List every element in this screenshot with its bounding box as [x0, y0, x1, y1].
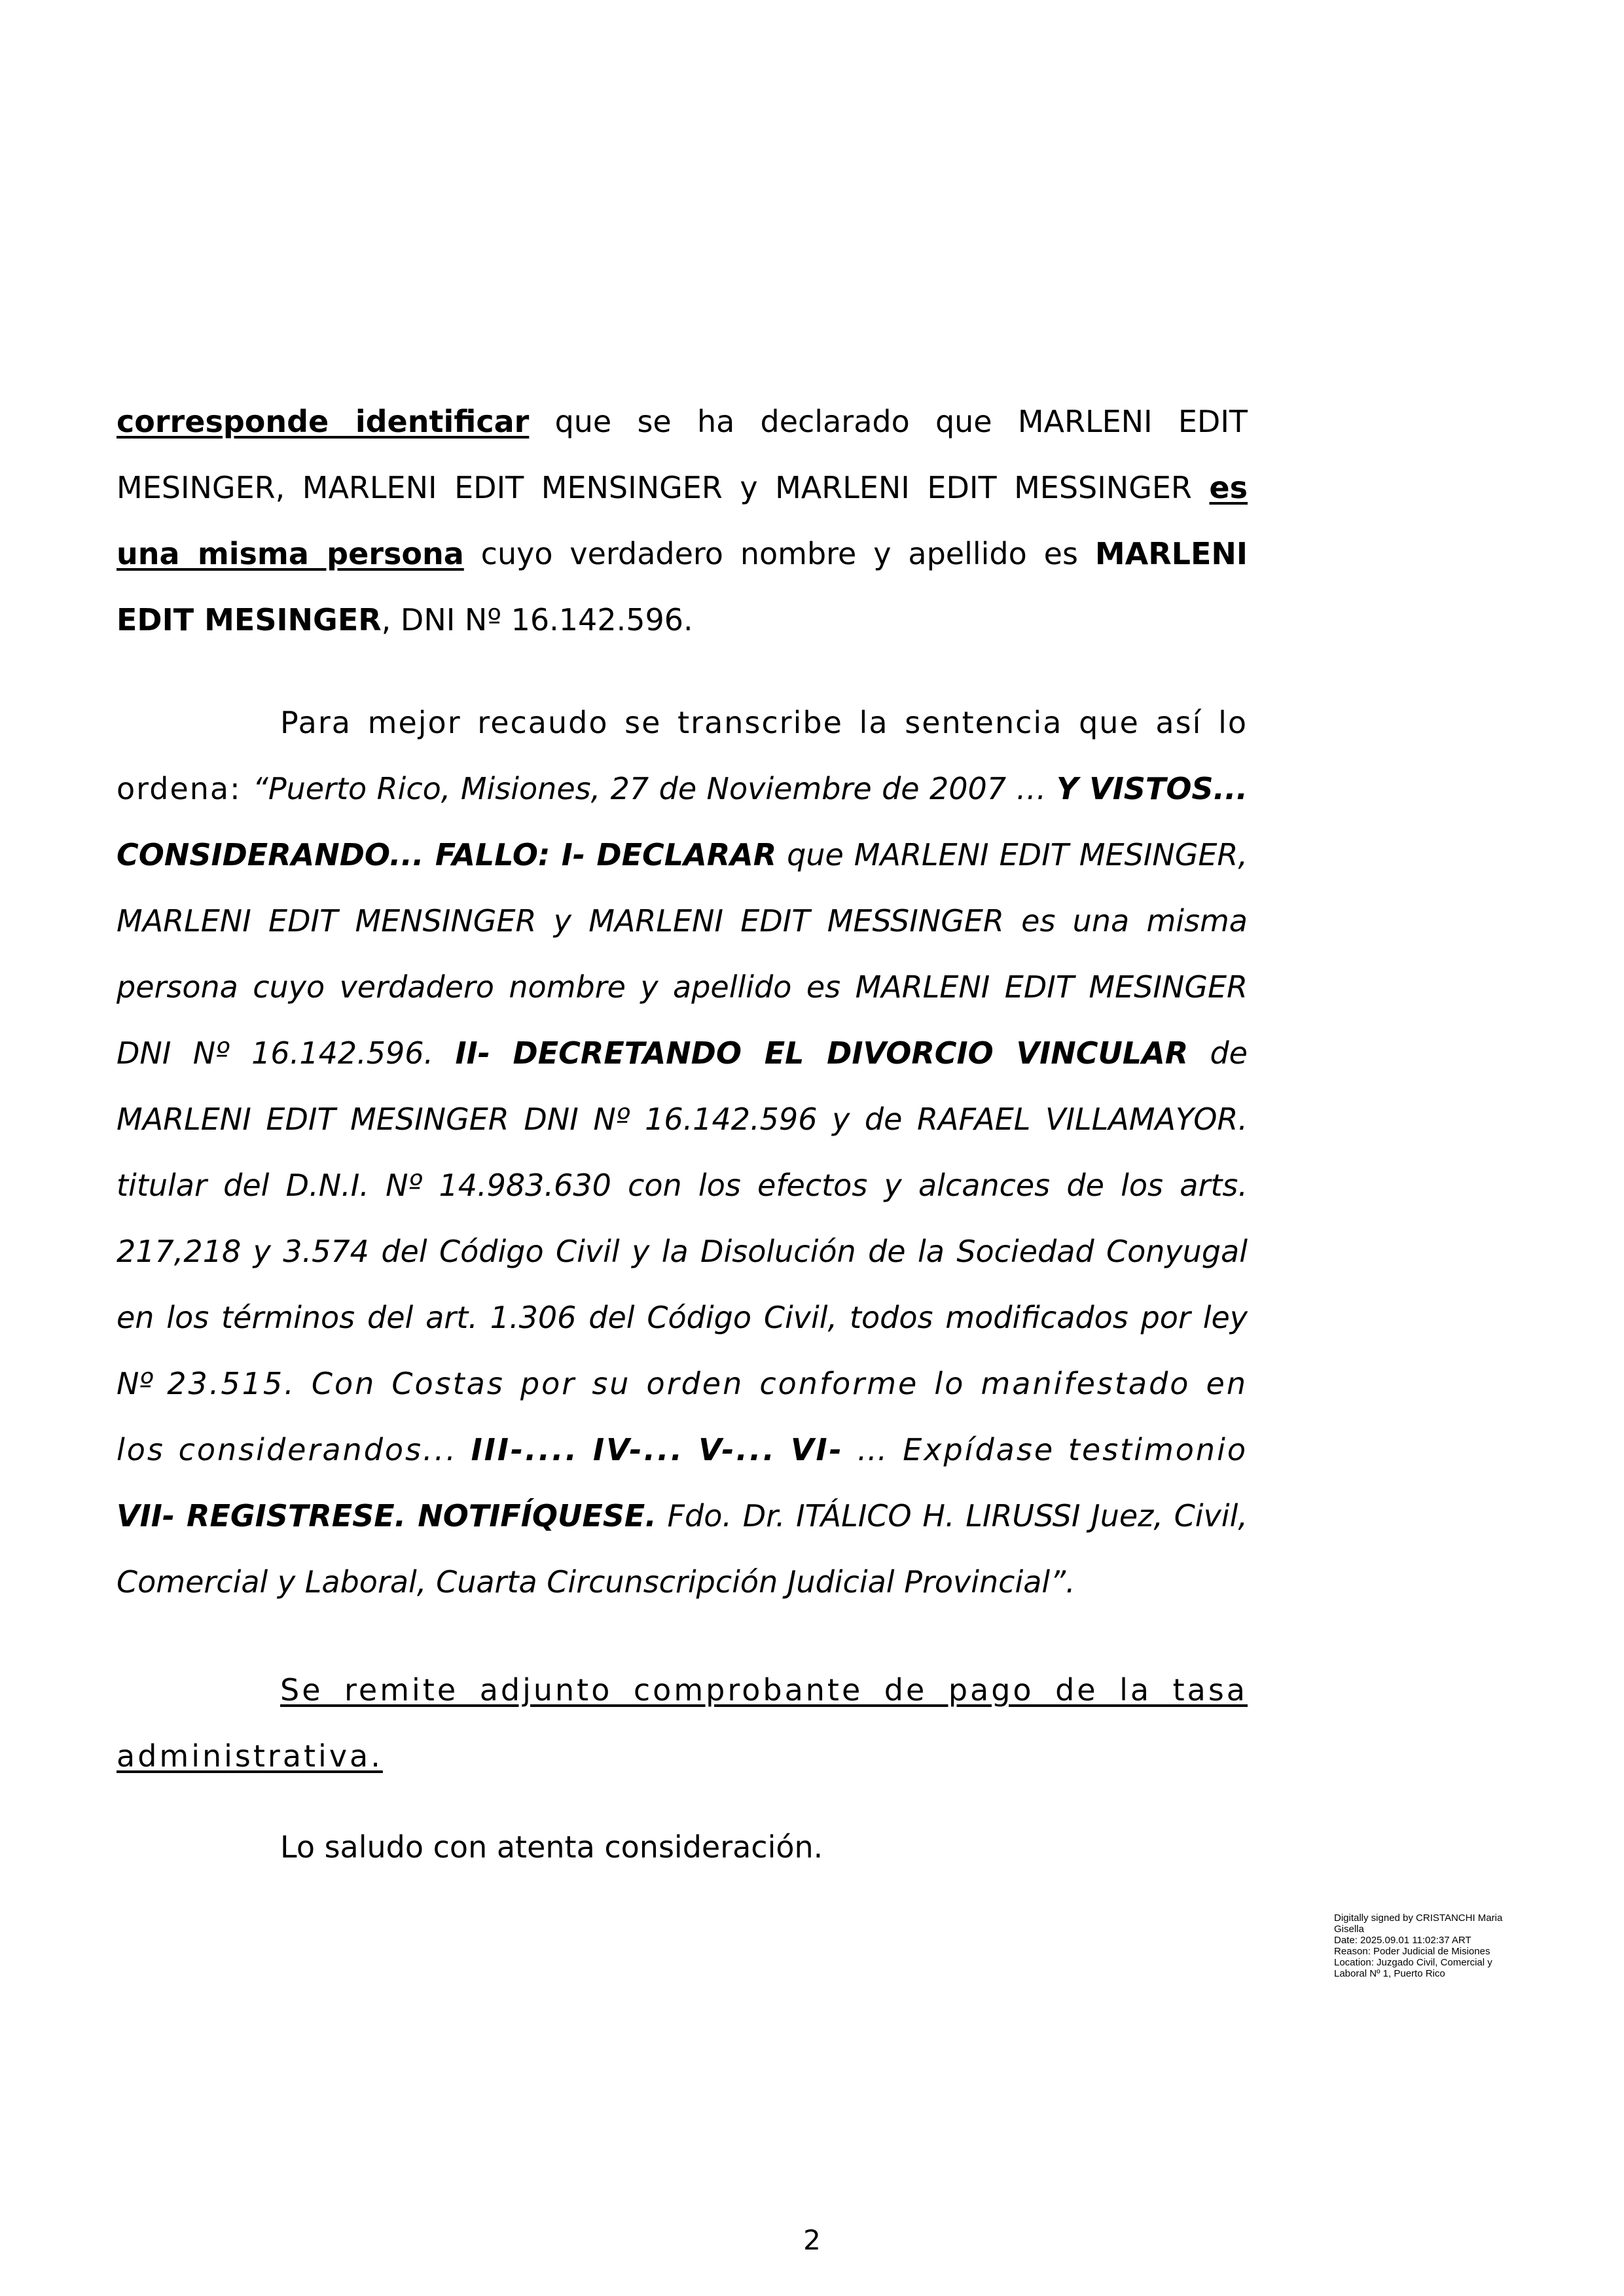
signature-line: Gisella: [1334, 1924, 1364, 1935]
italic-run: que MARLENI EDIT MESINGER, MARLENI EDIT MENSINGER y MARLENI EDIT MESSINGER es una misma persona cuyo verdadero nombre y apellido es MARLENI EDIT MESINGER DNI Nº 16.142.596.: [117, 837, 1248, 1071]
underlined-text: Se remite adjunto comprobante de pago de la tasa administrativa.: [117, 1672, 1248, 1774]
signature-line: Location: Juzgado Civil, Comercial y: [1334, 1957, 1492, 1968]
paragraph-identification: [117, 389, 1248, 653]
bold-italic-run: VII- REGISTRESE. NOTIFÍQUESE.: [117, 1498, 657, 1534]
text-run: Para mejor recaudo se transcribe la sentencia que así lo ordena:: [117, 705, 1248, 806]
text-run: que se ha declarado que MARLENI EDIT MESINGER, MARLENI EDIT MENSINGER y MARLENI EDIT MESSINGER: [117, 404, 1248, 505]
signature-line: Reason: Poder Judicial de Misiones: [1334, 1946, 1490, 1957]
italic-run: 23.515. Con Costas por su orden conforme lo manifestado en los considerandos...: [117, 1366, 1248, 1467]
page-number: 2: [803, 2224, 821, 2256]
signature-line: Laboral Nº 1, Puerto Rico: [1334, 1968, 1445, 1979]
bold-underlined-phrase: es una misma persona: [117, 470, 1248, 571]
paragraph-payment-receipt: [117, 1657, 1248, 1789]
italic-run: Fdo. Dr. ITÁLICO H. LIRUSSI Juez, Civil, Comercial y Laboral, Cuarta Circunscripción Judicial Provincial”.: [117, 1498, 1248, 1600]
signature-line: Date: 2025.09.01 11:02:37 ART: [1334, 1935, 1471, 1946]
bold-underlined-phrase: corresponde identificar: [117, 404, 530, 439]
italic-run: de MARLENI EDIT MESINGER DNI Nº 16.142.596 y de RAFAEL VILLAMAYOR. titular del D.N.I. Nº 14.983.630 con los efectos y alcances de los arts. 217,218 y 3.574 del Código Civil y la Disolución de la Sociedad Conyugal en los términos del art. 1.306 del Código Civil, todos modificados por ley Nº: [117, 1035, 1248, 1401]
bold-italic-run: Y VISTOS... CONSIDERANDO... FALLO: I- DECLARAR: [117, 771, 1248, 872]
bold-italic-run: II- DECRETANDO EL DIVORCIO VINCULAR: [455, 1035, 1189, 1071]
text-run: cuyo verdadero nombre y apellido es: [463, 536, 1095, 571]
italic-run: … Expídase testimonio: [843, 1432, 1248, 1467]
signature-line: Digitally signed by CRISTANCHI Maria: [1334, 1912, 1503, 1924]
text-run: , DNI Nº 16.142.596.: [381, 602, 693, 637]
bold-italic-run: III-.... IV-... V-... VI-: [471, 1432, 844, 1467]
closing-salutation: Lo saludo con atenta consideración.: [280, 1829, 823, 1865]
italic-run: “Puerto Rico, Misiones, 27 de Noviembre de 2007 …: [253, 771, 1056, 806]
digital-signature-block: [1334, 1912, 1583, 1979]
bold-name: MARLENI EDIT MESINGER: [117, 536, 1248, 637]
paragraph-sentence-transcript: [117, 690, 1248, 1615]
